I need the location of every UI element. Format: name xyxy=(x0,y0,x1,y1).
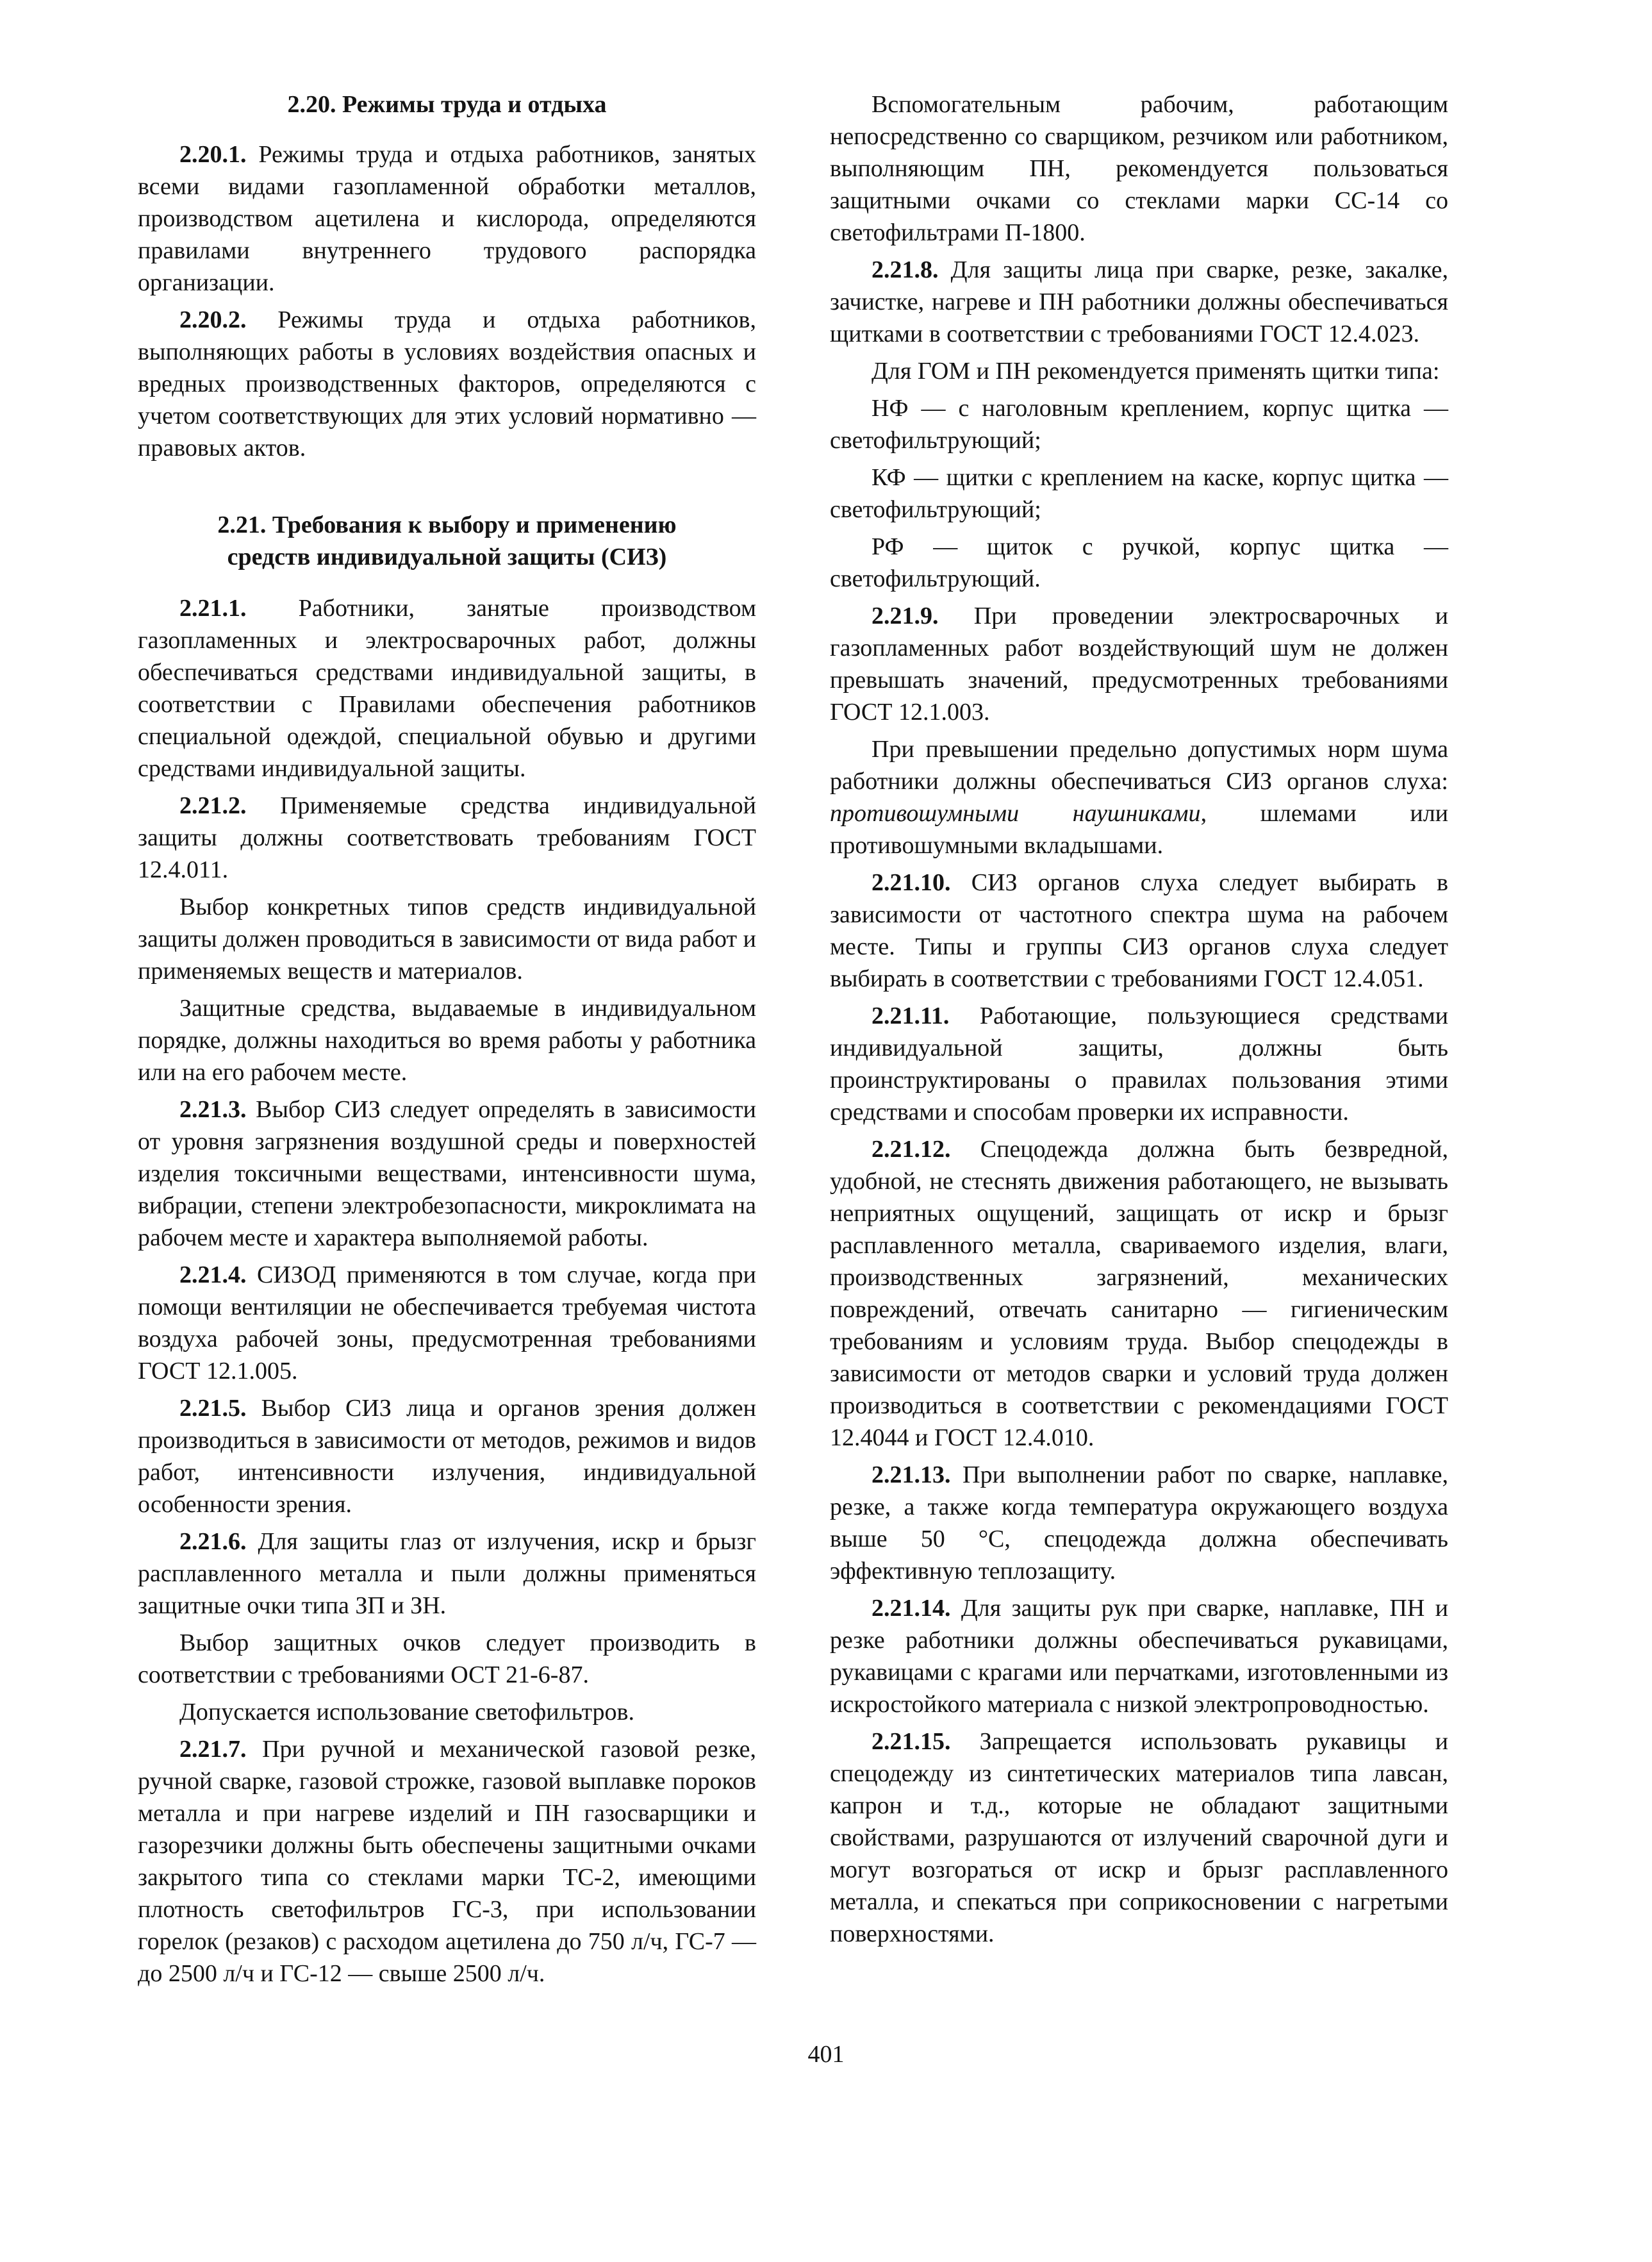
paragraph-2-21-10 xyxy=(830,867,1448,995)
paragraph-2-21-1 xyxy=(138,592,756,785)
paragraph-noise-exceed xyxy=(830,733,1448,861)
clause-number: 2.21.4. xyxy=(179,1261,247,1288)
section-heading-line-1: 2.21. Требования к выбору и применению xyxy=(217,511,677,538)
clause-text: СИЗ органов слуха следует выбирать в зависимости от частотного спектра шума на рабочем месте. Типы и группы СИЗ органов слуха следует выбирать в соответствии с требованиями ГОСТ 12.4.051. xyxy=(830,869,1448,992)
paragraph-goggles-choice: Выбор защитных очков следует производить в соответствии с требованиями ОСТ 21-6-87. xyxy=(138,1629,756,1688)
paragraph-2-21-2 xyxy=(138,790,756,886)
clause-number: 2.20.2. xyxy=(179,306,247,333)
section-heading-2-21 xyxy=(138,509,756,573)
clause-number: 2.21.11. xyxy=(871,1002,950,1029)
clause-text: При проведении электросварочных и газопламенных работ воздействующий шум не должен превышать значений, предусмотренных требованиями ГОСТ 12.1.003. xyxy=(830,603,1448,726)
clause-text: Для защиты рук при сварке, наплавке, ПН и резке работники должны обеспечиваться рукавицами, рукавицами с крагами или перчатками, изготовленными из искростойкого материала с низкой электропроводностью. xyxy=(830,1595,1448,1718)
clause-number: 2.21.2. xyxy=(179,792,247,819)
clause-text: Выбор СИЗ лица и органов зрения должен производиться в зависимости от методов, режимов и видов работ, интенсивности излучения, индивидуальной особенности зрения. xyxy=(138,1395,756,1518)
clause-number: 2.21.13. xyxy=(871,1461,951,1488)
noise-text-italic: противошумными наушниками xyxy=(830,800,1201,827)
clause-text: Спецодежда должна быть безвредной, удобной, не стеснять движения работающего, не вызывать неприятных ощущений, защищать от искр и брызг расплавленного металла, свариваемого изделия, влаги, производственных загрязнений, механических повреждений, отвечать санитарно — гигиеническим требованиям и условиям труда. Выбор спецодежды в зависимости от методов сварки и условий труда должен производиться в соответствии с рекомендациями ГОСТ 12.4044 и ГОСТ 12.4.010. xyxy=(830,1136,1448,1451)
clause-text: При ручной и механической газовой резке, ручной сварке, газовой строжке, газовой выплавке пороков металла и при нагреве изделий и ПН газосварщики и газорезчики должны быть обеспечены защитными очками закрытого типа со стеклами марки ТС-2, имеющими плотность светофильтров ГС-3, при использовании горелок (резаков) с расходом ацетилена до 750 л/ч, ГС-7 — до 2500 л/ч и ГС-12 — свыше 2500 л/ч. xyxy=(138,1736,756,1987)
clause-number: 2.21.1. xyxy=(179,595,247,622)
paragraph-2-20-1 xyxy=(138,138,756,299)
clause-text: Режимы труда и отдыха работников, выполняющих работы в условиях воздействия опасных и вредных производственных факторов, определяются с учетом соответствующих для этих условий нормативно — правовых актов. xyxy=(138,306,756,462)
paragraph-shield-kf: КФ — щитки с креплением на каске, корпус щитка — светофильтрующий; xyxy=(830,464,1448,523)
clause-number: 2.21.9. xyxy=(871,603,939,629)
paragraph-2-21-15 xyxy=(830,1726,1448,1950)
paragraph-2-21-9 xyxy=(830,600,1448,728)
clause-number: 2.21.10. xyxy=(871,869,951,896)
paragraph-2-21-5 xyxy=(138,1392,756,1520)
page-number: 401 xyxy=(807,2041,845,2068)
paragraph-shield-nf: НФ — с наголовным креплением, корпус щитка — светофильтрующий; xyxy=(830,395,1448,454)
clause-text: Для защиты глаз от излучения, искр и брызг расплавленного металла и пыли должны применяться защитные очки типа ЗП и ЗН. xyxy=(138,1528,756,1619)
clause-number: 2.21.12. xyxy=(871,1136,951,1163)
paragraph-ppe-choice: Выбор конкретных типов средств индивидуальной защиты должен проводиться в зависимости от вида работ и применяемых веществ и материалов. xyxy=(138,894,756,985)
paragraph-2-21-7 xyxy=(138,1733,756,1990)
clause-number: 2.21.7. xyxy=(179,1736,247,1763)
clause-text: При выполнении работ по сварке, наплавке, резке, а также когда температура окружающего воздуха выше 50 °С, спецодежда должна обеспечивать эффективную теплозащиту. xyxy=(830,1461,1448,1584)
paragraph-light-filters: Допускается использование светофильтров. xyxy=(179,1699,634,1726)
paragraph-protective-means: Защитные средства, выдаваемые в индивидуальном порядке, должны находиться во время работы у работника или на его рабочем месте. xyxy=(138,995,756,1086)
clause-text: Режимы труда и отдыха работников, занятых всеми видами газопламенной обработки металлов, производством ацетилена и кислорода, определяются правилами внутреннего трудового распорядка организации. xyxy=(138,141,756,296)
clause-number: 2.20.1. xyxy=(179,141,247,168)
clause-number: 2.21.14. xyxy=(871,1595,951,1622)
clause-number: 2.21.5. xyxy=(179,1395,247,1422)
paragraph-2-20-2 xyxy=(138,304,756,464)
paragraph-2-21-11 xyxy=(830,1000,1448,1128)
clause-text: Работники, занятые производством газопламенных и электросварочных работ, должны обеспечиваться средствами индивидуальной защиты, в соответствии с Правилами обеспечения работников специальной одеждой, специальной обувью и другими средствами индивидуальной защиты. xyxy=(138,595,756,782)
clause-text: Запрещается использовать рукавицы и спецодежду из синтетических материалов типа лавсан, капрон и т.д., которые не обладают защитными свойствами, разрушаются от излучений сварочной дуги и могут возгораться от искр и брызг расплавленного металла, и спекаться при соприкосновении с нагретыми поверхностями. xyxy=(830,1728,1448,1947)
right-column xyxy=(830,88,1448,1950)
paragraph-2-21-13 xyxy=(830,1459,1448,1587)
clause-text: СИЗОД применяются в том случае, когда при помощи вентиляции не обеспечивается требуемая чистота воздуха рабочей зоны, предусмотренная требованиями ГОСТ 12.1.005. xyxy=(138,1261,756,1385)
clause-number: 2.21.3. xyxy=(179,1096,247,1123)
paragraph-shield-rf: РФ — щиток с ручкой, корпус щитка — светофильтрующий. xyxy=(830,533,1448,592)
paragraph-shield-types-intro: Для ГОМ и ПН рекомендуется применять щитки типа: xyxy=(871,358,1440,385)
clause-text: Применяемые средства индивидуальной защиты должны соответствовать требованиям ГОСТ 12.4.011. xyxy=(138,792,756,883)
paragraph-2-21-4 xyxy=(138,1259,756,1387)
clause-text: Работающие, пользующиеся средствами индивидуальной защиты, должны быть проинструктированы о правилах пользования этими средствами и способам проверки их исправности. xyxy=(830,1002,1448,1126)
clause-number: 2.21.8. xyxy=(871,256,939,283)
section-heading-2-20: 2.20. Режимы труда и отдыха xyxy=(287,91,607,118)
noise-text-before: При превышении предельно допустимых норм шума работники должны обеспечиваться СИЗ органов слуха: xyxy=(830,736,1448,795)
paragraph-2-21-6 xyxy=(138,1526,756,1622)
paragraph-2-21-12 xyxy=(830,1133,1448,1454)
clause-number: 2.21.15. xyxy=(871,1728,951,1755)
clause-text: Для защиты лица при сварке, резке, закалке, зачистке, нагреве и ПН работники должны обеспечиваться щитками в соответствии с требованиями ГОСТ 12.4.023. xyxy=(830,256,1448,347)
paragraph-2-21-8 xyxy=(830,254,1448,350)
clause-text: Выбор СИЗ следует определять в зависимости от уровня загрязнения воздушной среды и поверхностей изделия токсичными веществами, интенсивности шума, вибрации, степени электробезопасности, микроклимата на рабочем месте и характера выполняемой работы. xyxy=(138,1096,756,1251)
paragraph-2-21-14 xyxy=(830,1592,1448,1720)
section-heading-line-2: средств индивидуальной защиты (СИЗ) xyxy=(227,544,667,570)
paragraph-auxiliary-workers: Вспомогательным рабочим, работающим непосредственно со сварщиком, резчиком или работником, выполняющим ПН, рекомендуется пользоваться защитными очками со стеклами марки СС-14 со светофильтрами П-1800. xyxy=(830,91,1448,246)
left-column xyxy=(138,88,756,1990)
noise-text-after: , шлемами или противошумными вкладышами. xyxy=(830,800,1449,859)
clause-number: 2.21.6. xyxy=(179,1528,247,1555)
paragraph-2-21-3 xyxy=(138,1094,756,1254)
